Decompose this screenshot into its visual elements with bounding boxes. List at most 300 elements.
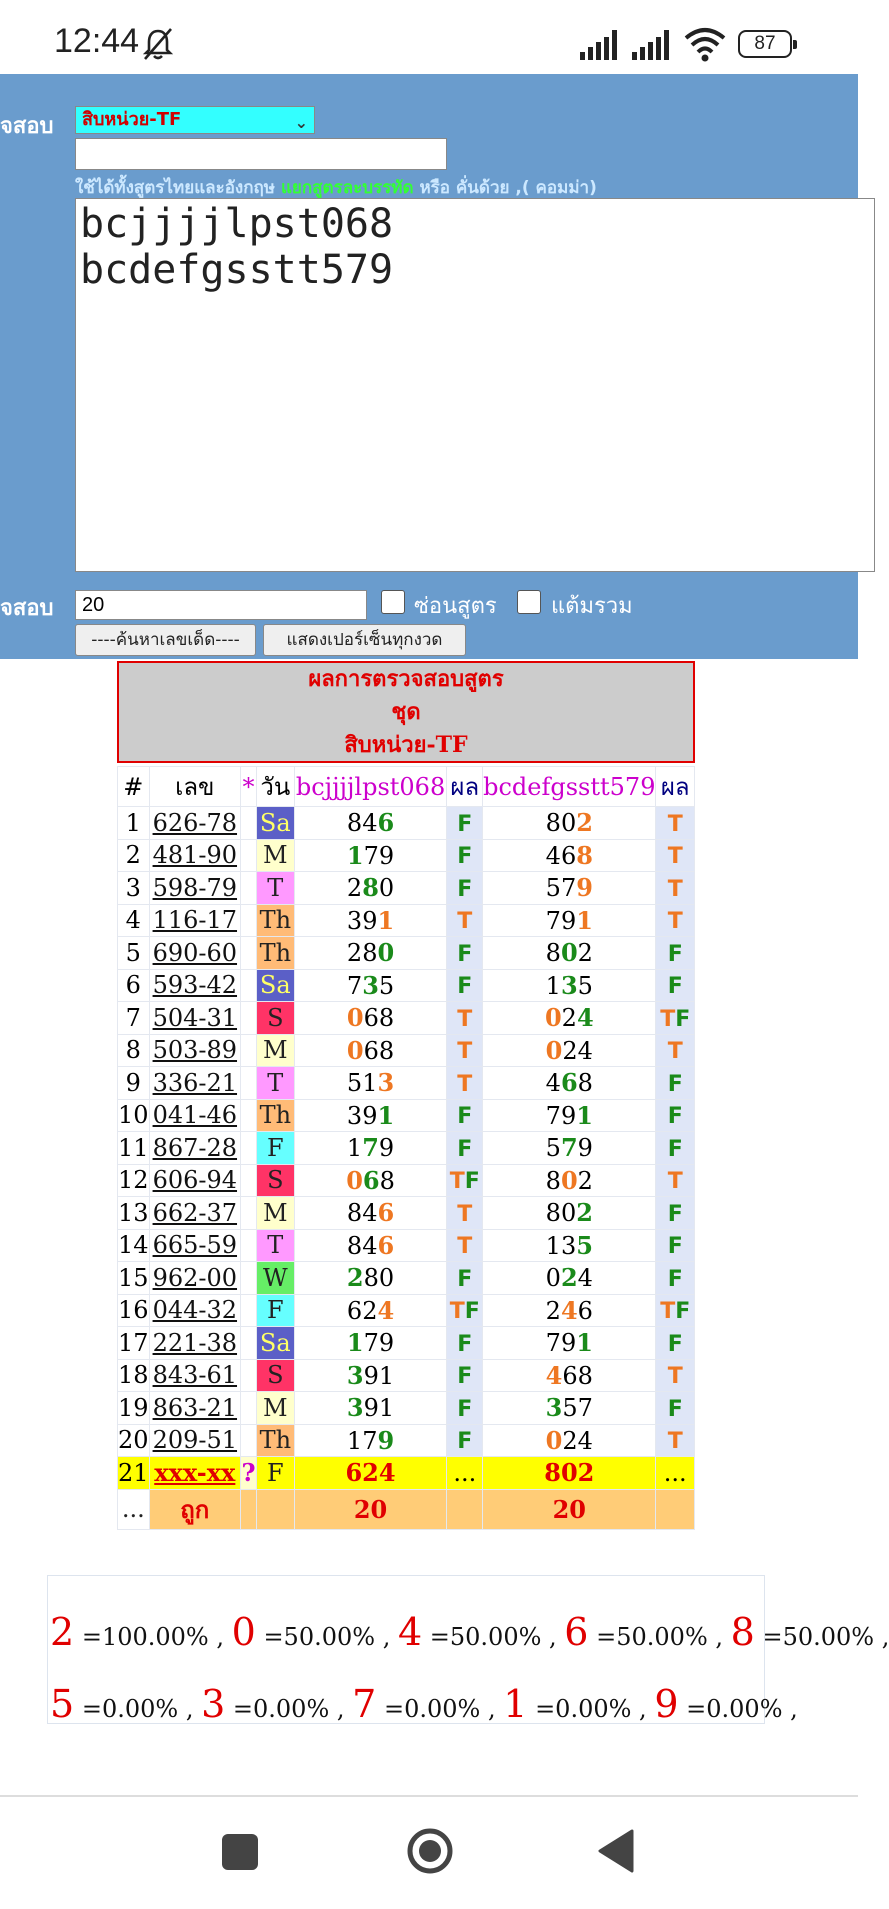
table-row — [118, 1424, 695, 1457]
digit: 0 — [346, 1165, 363, 1195]
row-r1 — [447, 1262, 483, 1295]
table-row — [118, 1034, 695, 1067]
digit: 2 — [561, 1004, 577, 1033]
row-number — [149, 904, 241, 937]
row-number-link[interactable]: 690-60 — [152, 938, 238, 967]
row-f1 — [294, 904, 447, 937]
row-star — [241, 1067, 257, 1100]
show-percent-button[interactable]: แสดงเปอร์เซ็นทุกงวด — [263, 624, 466, 656]
row-f2 — [483, 872, 656, 905]
digit: 3 — [362, 970, 379, 1000]
row-f2 — [483, 1197, 656, 1230]
result-flag: F — [667, 1331, 683, 1357]
stat-digit: 4 — [397, 1610, 423, 1654]
row-r2 — [656, 1424, 695, 1457]
row-day: S — [256, 1164, 294, 1197]
digit: 4 — [577, 1036, 593, 1065]
result-flag: T — [457, 1201, 473, 1227]
stat-separator: , — [178, 1695, 202, 1723]
row-f1 — [294, 1392, 447, 1425]
next-result-1: ... — [447, 1457, 483, 1490]
result-flag: T — [667, 844, 683, 870]
hint-prefix: ใช้ได้ทั้งสูตรไทยและอังกฤษ — [75, 178, 281, 198]
row-star — [241, 1164, 257, 1197]
row-f2 — [483, 1229, 656, 1262]
total-score-checkbox[interactable] — [517, 590, 541, 614]
formula-name-input[interactable] — [75, 138, 447, 170]
digit: 3 — [560, 970, 578, 1000]
digit: 5 — [346, 1069, 363, 1098]
row-star — [241, 1197, 257, 1230]
next-result-2: ... — [656, 1457, 695, 1490]
wifi-icon — [684, 26, 726, 62]
total-no: ... — [118, 1489, 150, 1529]
row-day: T — [256, 1067, 294, 1100]
next-draw-row — [118, 1457, 695, 1490]
row-f2 — [483, 1392, 656, 1425]
row-number-link[interactable]: 863-21 — [152, 1393, 238, 1422]
digit: 9 — [560, 1101, 577, 1130]
navigation-bar — [0, 1795, 858, 1909]
row-star — [241, 1229, 257, 1262]
digit: 0 — [545, 1035, 563, 1065]
digit: 4 — [545, 1360, 563, 1390]
row-number — [149, 839, 241, 872]
row-day: T — [256, 872, 294, 905]
row-number-link[interactable]: 503-89 — [152, 1036, 238, 1065]
digit: 0 — [377, 938, 395, 968]
row-f1 — [294, 1002, 447, 1035]
row-r2 — [656, 1132, 695, 1165]
row-star — [241, 1002, 257, 1035]
result-flag: T — [667, 1039, 683, 1065]
recent-apps-button[interactable] — [222, 1834, 258, 1870]
result-flag: F — [667, 1104, 683, 1130]
stat-separator: , — [329, 1695, 353, 1723]
formula-label: จสอบ — [0, 114, 54, 139]
result-flag: F — [667, 941, 683, 967]
row-no: 13 — [118, 1197, 150, 1230]
result-flag: F — [457, 941, 473, 967]
header-day: วัน — [256, 767, 294, 807]
search-lucky-number-button[interactable]: ----ค้นหาเลขเด็ด---- — [75, 624, 256, 656]
digit: 3 — [377, 1068, 395, 1098]
digit: 2 — [560, 1263, 578, 1293]
digit: 6 — [377, 1230, 395, 1260]
hide-formula-label: ซ่อนสูตร — [414, 594, 497, 619]
stat-percent: =0.00% — [232, 1695, 330, 1723]
row-day: F — [256, 1132, 294, 1165]
row-no: 16 — [118, 1294, 150, 1327]
result-flag: F — [667, 1071, 683, 1097]
result-flag: T — [449, 1169, 465, 1195]
row-day: Th — [256, 1099, 294, 1132]
row-number — [149, 1294, 241, 1327]
digit: 6 — [560, 1068, 578, 1098]
digit: 2 — [576, 1198, 593, 1228]
hint-green: แยกสูตรละบรรทัด — [280, 178, 414, 198]
next-formula-1: 624 — [294, 1457, 447, 1490]
digit: 0 — [544, 1003, 562, 1033]
result-header-title: ผลการตรวจสอบสูตร — [308, 666, 504, 692]
rounds-label: จสอบ — [0, 596, 54, 621]
stat-percent: =0.00% — [686, 1695, 783, 1723]
result-flag: F — [457, 844, 473, 870]
result-flag: T — [457, 1039, 473, 1065]
stat-percent: =50.00% — [263, 1623, 376, 1651]
row-star — [241, 1359, 257, 1392]
table-row — [118, 937, 695, 970]
digit: 2 — [545, 1296, 561, 1325]
stat-digit: 7 — [352, 1682, 377, 1726]
row-number-link[interactable]: 867-28 — [152, 1133, 238, 1162]
row-f1 — [294, 1164, 447, 1197]
header-number: เลข — [149, 767, 241, 807]
result-flag: F — [667, 974, 683, 1000]
row-number-link[interactable]: 481-90 — [152, 841, 238, 870]
digit: 2 — [577, 939, 593, 968]
row-f2 — [483, 1424, 656, 1457]
table-header-row — [118, 767, 695, 807]
digit: 1 — [362, 1069, 378, 1098]
row-star — [241, 1294, 257, 1327]
digit: 1 — [378, 1394, 395, 1423]
row-number — [149, 969, 241, 1002]
digit: 5 — [576, 1230, 593, 1260]
digit: 6 — [363, 1036, 379, 1065]
digit: 5 — [378, 971, 395, 1000]
digit: 7 — [545, 906, 561, 935]
row-number-link[interactable]: 962-00 — [152, 1263, 238, 1292]
row-f1 — [294, 1229, 447, 1262]
formula-select-value: สิบหน่วย-TF — [82, 109, 182, 130]
table-row — [118, 1359, 695, 1392]
row-r2 — [656, 1359, 695, 1392]
header-star: * — [241, 767, 257, 807]
row-f2 — [483, 1327, 656, 1360]
result-flag: F — [457, 974, 473, 1000]
home-button[interactable] — [406, 1827, 454, 1875]
row-day: S — [256, 1359, 294, 1392]
stat-digit: 3 — [201, 1682, 226, 1726]
header-formula-1: bcjjjjlpst068 — [294, 767, 447, 807]
digit: 1 — [377, 905, 395, 935]
hide-formula-checkbox[interactable] — [381, 590, 405, 614]
result-flag: F — [667, 1201, 683, 1227]
stat-digit: 9 — [654, 1682, 679, 1726]
row-no: 2 — [118, 839, 150, 872]
result-flag: F — [667, 1396, 683, 1422]
row-f1 — [294, 839, 447, 872]
digit: 0 — [560, 1199, 577, 1228]
row-star — [241, 1424, 257, 1457]
stats-line-2 — [50, 1682, 798, 1726]
formulas-textarea[interactable]: bcjjjjlpst068 bcdefgsstt579 — [75, 198, 875, 572]
result-flag: F — [457, 1429, 473, 1455]
table-row — [118, 1294, 695, 1327]
row-star — [241, 1034, 257, 1067]
row-number-link[interactable]: 041-46 — [152, 1101, 238, 1130]
digit: 2 — [577, 1166, 593, 1195]
row-number — [149, 1002, 241, 1035]
digit: 1 — [378, 1361, 395, 1390]
digit: 0 — [346, 1035, 364, 1065]
digit: 8 — [577, 1069, 593, 1098]
row-number — [149, 937, 241, 970]
digit: 8 — [346, 1199, 363, 1228]
row-day: Sa — [256, 807, 294, 840]
digit: 6 — [560, 841, 577, 870]
row-r1 — [447, 1132, 483, 1165]
result-flag: F — [457, 1136, 473, 1162]
result-flag: F — [464, 1169, 480, 1195]
digit: 9 — [560, 906, 577, 935]
digit: 4 — [377, 1295, 395, 1325]
result-flag: F — [457, 811, 473, 837]
stat-separator: , — [631, 1695, 655, 1723]
digit: 8 — [362, 939, 378, 968]
digit: 1 — [346, 840, 364, 870]
header-formula-2: bcdefgsstt579 — [483, 767, 656, 807]
row-number-link[interactable]: 593-42 — [152, 971, 238, 1000]
result-flag: F — [457, 1364, 473, 1390]
row-r1 — [447, 904, 483, 937]
digit: 8 — [545, 1166, 561, 1195]
row-star — [241, 1099, 257, 1132]
row-f2 — [483, 1132, 656, 1165]
result-flag: T — [667, 876, 683, 902]
row-number-link[interactable]: 598-79 — [152, 873, 238, 902]
table-row — [118, 807, 695, 840]
row-number-link[interactable]: 116-17 — [152, 906, 238, 935]
result-flag: F — [667, 1234, 683, 1260]
table-row — [118, 1392, 695, 1425]
digit: 9 — [378, 1134, 395, 1163]
table-row — [118, 839, 695, 872]
row-f2 — [483, 1002, 656, 1035]
digit: 2 — [362, 1296, 378, 1325]
row-number — [149, 1327, 241, 1360]
digit: 6 — [377, 808, 395, 838]
digit: 1 — [545, 1231, 561, 1260]
row-r2 — [656, 1164, 695, 1197]
row-r1 — [447, 1002, 483, 1035]
row-star — [241, 969, 257, 1002]
digit: 4 — [545, 841, 561, 870]
row-day: Sa — [256, 1327, 294, 1360]
digit: 9 — [560, 1329, 577, 1358]
header-result-1: ผล — [447, 767, 483, 807]
row-no: 12 — [118, 1164, 150, 1197]
row-number-link[interactable]: 221-38 — [152, 1328, 238, 1357]
row-f2 — [483, 1034, 656, 1067]
digit: 1 — [576, 1100, 593, 1130]
row-f1 — [294, 807, 447, 840]
stat-percent: =0.00% — [81, 1695, 179, 1723]
stat-percent: =50.00% — [762, 1623, 875, 1651]
next-formula-2: 802 — [483, 1457, 656, 1490]
table-row — [118, 1099, 695, 1132]
digit: 4 — [577, 1426, 593, 1455]
table-row — [118, 1327, 695, 1360]
result-flag: T — [667, 811, 683, 837]
row-star — [241, 872, 257, 905]
digit: 9 — [363, 1394, 379, 1423]
result-flag: T — [667, 1364, 683, 1390]
battery-icon: 87 — [738, 30, 792, 58]
result-flag: F — [457, 1331, 473, 1357]
digit: 7 — [363, 1329, 379, 1358]
stat-percent: =0.00% — [383, 1695, 481, 1723]
status-time: 12:44 — [54, 22, 140, 60]
next-star: ? — [241, 1458, 256, 1488]
digit: 6 — [363, 1004, 379, 1033]
digit: 5 — [562, 1394, 578, 1423]
result-flag: T — [449, 1299, 465, 1325]
digit: 4 — [362, 1199, 378, 1228]
row-number — [149, 1229, 241, 1262]
table-row — [118, 1164, 695, 1197]
row-number — [149, 1262, 241, 1295]
result-flag: F — [675, 1299, 691, 1325]
result-flag: T — [457, 1234, 473, 1260]
rounds-input[interactable]: 20 — [75, 590, 367, 620]
result-flag: T — [667, 1429, 683, 1455]
row-f1 — [294, 1197, 447, 1230]
total-label: ถูก — [149, 1489, 241, 1529]
digit: 0 — [545, 1425, 563, 1455]
digit: 0 — [378, 874, 395, 903]
stat-separator: , — [782, 1695, 798, 1723]
row-number — [149, 1392, 241, 1425]
digit: 4 — [362, 1231, 378, 1260]
digit: 6 — [577, 1296, 593, 1325]
row-r2 — [656, 1294, 695, 1327]
row-number-link[interactable]: 209-51 — [152, 1426, 238, 1455]
row-f2 — [483, 807, 656, 840]
digit: 7 — [545, 1101, 561, 1130]
digit: 8 — [379, 1166, 395, 1195]
row-no: 7 — [118, 1002, 150, 1035]
digit: 5 — [545, 874, 561, 903]
row-r1 — [447, 937, 483, 970]
row-f2 — [483, 904, 656, 937]
table-row — [118, 1229, 695, 1262]
row-day: M — [256, 1392, 294, 1425]
row-number-link[interactable]: 662-37 — [152, 1198, 238, 1227]
row-no: 5 — [118, 937, 150, 970]
back-button[interactable] — [596, 1827, 636, 1875]
digit: 1 — [377, 1100, 395, 1130]
row-number-link[interactable]: 336-21 — [152, 1068, 238, 1097]
stat-digit: 1 — [503, 1682, 528, 1726]
digit: 4 — [560, 1295, 578, 1325]
row-r2 — [656, 1262, 695, 1295]
digit: 3 — [545, 1393, 563, 1423]
formula-select[interactable] — [75, 106, 315, 134]
row-day: T — [256, 1229, 294, 1262]
row-no: 18 — [118, 1359, 150, 1392]
row-day: M — [256, 839, 294, 872]
result-header-set: ชุด — [391, 699, 421, 725]
digit: 1 — [346, 1426, 363, 1455]
digit: 2 — [346, 874, 363, 903]
row-star — [241, 839, 257, 872]
stat-percent: =100.00% — [81, 1623, 209, 1651]
digit: 1 — [346, 1328, 364, 1358]
row-r2 — [656, 1099, 695, 1132]
digit: 3 — [346, 1360, 364, 1390]
digit: 8 — [378, 1004, 395, 1033]
row-day: Th — [256, 1424, 294, 1457]
result-flag: F — [675, 1006, 691, 1032]
row-r2 — [656, 1229, 695, 1262]
digit: 0 — [346, 1003, 364, 1033]
row-number — [149, 807, 241, 840]
row-r2 — [656, 1197, 695, 1230]
signal-icon-2 — [632, 28, 676, 60]
digit: 7 — [560, 874, 577, 903]
digit: 2 — [562, 1036, 578, 1065]
row-number-link[interactable]: 044-32 — [152, 1296, 238, 1325]
row-star — [241, 937, 257, 970]
row-f2 — [483, 937, 656, 970]
hint-suffix: หรือ คั่นด้วย ,( คอมม่า) — [413, 178, 597, 198]
row-number — [149, 872, 241, 905]
result-flag: F — [667, 1136, 683, 1162]
table-row — [118, 1002, 695, 1035]
table-row — [118, 1197, 695, 1230]
row-f1 — [294, 1327, 447, 1360]
row-star — [241, 807, 257, 840]
digit: 9 — [362, 906, 378, 935]
digit: 0 — [545, 1264, 561, 1293]
row-no: 15 — [118, 1262, 150, 1295]
row-r1 — [447, 807, 483, 840]
row-number-link[interactable]: 665-59 — [152, 1231, 238, 1260]
row-number — [149, 1197, 241, 1230]
result-flag: T — [457, 1071, 473, 1097]
row-f1 — [294, 1034, 447, 1067]
bell-muted-icon — [140, 26, 176, 62]
row-no: 11 — [118, 1132, 150, 1165]
digit: 4 — [576, 1003, 594, 1033]
row-number-link[interactable]: 843-61 — [152, 1361, 238, 1390]
digit: 9 — [362, 1101, 378, 1130]
row-number-link[interactable]: 504-31 — [152, 1003, 238, 1032]
digit: 3 — [560, 1231, 577, 1260]
row-f2 — [483, 1164, 656, 1197]
results-table — [117, 766, 695, 1530]
row-number — [149, 1132, 241, 1165]
status-bar — [0, 0, 858, 74]
row-f2 — [483, 1067, 656, 1100]
stat-separator: , — [208, 1623, 232, 1651]
row-r1 — [447, 1294, 483, 1327]
result-flag: T — [667, 909, 683, 935]
digit: 7 — [560, 1133, 578, 1163]
row-r1 — [447, 872, 483, 905]
digit: 0 — [560, 809, 577, 838]
row-r2 — [656, 904, 695, 937]
row-number-link[interactable]: 626-78 — [152, 808, 238, 837]
digit: 9 — [576, 873, 593, 903]
digit: 0 — [378, 1264, 395, 1293]
row-number-link[interactable]: 606-94 — [152, 1166, 238, 1195]
digit: 4 — [545, 1069, 561, 1098]
digit: 2 — [346, 939, 363, 968]
result-flag: F — [457, 1396, 473, 1422]
